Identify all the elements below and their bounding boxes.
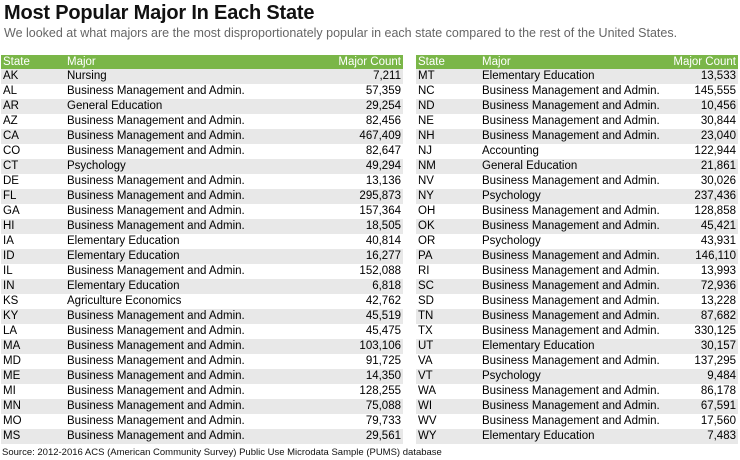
major-cell: Nursing [65,69,305,84]
state-cell: OH [416,204,480,219]
state-cell: OK [416,219,480,234]
major-cell: Psychology [65,159,305,174]
state-cell: IA [1,234,65,249]
state-cell: MS [1,429,65,444]
major-cell: Business Management and Admin. [480,84,664,99]
state-cell: SC [416,279,480,294]
major-cell: Business Management and Admin. [65,144,305,159]
major-cell: Elementary Education [480,429,664,444]
count-cell: 157,364 [305,204,403,219]
table-row [416,189,738,204]
count-cell: 23,040 [664,129,738,144]
major-cell: Business Management and Admin. [480,264,664,279]
major-cell: Business Management and Admin. [480,354,664,369]
count-cell: 9,484 [664,369,738,384]
state-cell: NH [416,129,480,144]
table-row [1,324,403,339]
count-cell: 137,295 [664,354,738,369]
table-row [1,204,403,219]
count-cell: 87,682 [664,309,738,324]
major-cell: Business Management and Admin. [65,429,305,444]
major-cell: Business Management and Admin. [65,369,305,384]
major-cell: Business Management and Admin. [65,324,305,339]
table-row [416,249,738,264]
table-row [416,219,738,234]
state-header: State [416,55,480,69]
table-row [1,249,403,264]
major-cell: Business Management and Admin. [65,219,305,234]
major-cell: Elementary Education [65,234,305,249]
table-row [416,99,738,114]
state-cell: AK [1,69,65,84]
page-subtitle: We looked at what majors are the most disproportionately popular in each state compared to the rest of the United States. [4,26,678,40]
right-table-body [416,69,738,444]
major-cell: Psychology [480,189,664,204]
state-cell: CT [1,159,65,174]
table-row [416,264,738,279]
major-cell: Business Management and Admin. [65,189,305,204]
table-row [1,354,403,369]
state-cell: MO [1,414,65,429]
state-cell: ME [1,369,65,384]
state-cell: AZ [1,114,65,129]
state-cell: UT [416,339,480,354]
major-cell: Psychology [480,369,664,384]
count-cell: 14,350 [305,369,403,384]
table-row [416,159,738,174]
table-row [416,174,738,189]
major-cell: Elementary Education [480,339,664,354]
state-cell: HI [1,219,65,234]
right-table [416,55,738,444]
table-row [1,144,403,159]
major-cell: Business Management and Admin. [65,129,305,144]
count-cell: 67,591 [664,399,738,414]
count-cell: 30,026 [664,174,738,189]
count-cell: 49,294 [305,159,403,174]
table-row [1,264,403,279]
table-row [1,384,403,399]
count-cell: 330,125 [664,324,738,339]
left-table [1,55,403,444]
major-cell: Business Management and Admin. [480,204,664,219]
state-cell: RI [416,264,480,279]
major-cell: Accounting [480,144,664,159]
major-cell: Business Management and Admin. [65,414,305,429]
count-cell: 16,277 [305,249,403,264]
state-cell: MT [416,69,480,84]
count-cell: 82,647 [305,144,403,159]
state-cell: OR [416,234,480,249]
major-cell: Business Management and Admin. [480,99,664,114]
count-cell: 86,178 [664,384,738,399]
major-cell: Business Management and Admin. [480,129,664,144]
table-row [416,414,738,429]
state-cell: GA [1,204,65,219]
count-cell: 103,106 [305,339,403,354]
major-cell: Business Management and Admin. [65,114,305,129]
count-cell: 13,136 [305,174,403,189]
state-cell: MA [1,339,65,354]
major-cell: General Education [480,159,664,174]
count-cell: 82,456 [305,114,403,129]
source-note: Source: 2012-2016 ACS (American Community Survey) Public Use Microdata Sample (PUMS) database [2,447,442,458]
state-cell: WI [416,399,480,414]
count-cell: 45,475 [305,324,403,339]
count-cell: 145,555 [664,84,738,99]
count-cell: 40,814 [305,234,403,249]
state-cell: IL [1,264,65,279]
major-header: Major [65,55,305,69]
state-cell: AL [1,84,65,99]
major-cell: General Education [65,99,305,114]
count-cell: 72,936 [664,279,738,294]
table-header-row [1,55,403,69]
table-row [416,399,738,414]
table-row [416,84,738,99]
major-cell: Elementary Education [480,69,664,84]
table-row [416,429,738,444]
table-row [416,279,738,294]
table-row [1,84,403,99]
count-cell: 45,421 [664,219,738,234]
count-cell: 13,993 [664,264,738,279]
table-row [1,159,403,174]
state-cell: WV [416,414,480,429]
table-row [1,189,403,204]
major-cell: Business Management and Admin. [65,339,305,354]
state-cell: KY [1,309,65,324]
table-row [1,129,403,144]
table-row [1,309,403,324]
count-cell: 30,157 [664,339,738,354]
state-cell: VT [416,369,480,384]
count-cell: 128,255 [305,384,403,399]
count-cell: 122,944 [664,144,738,159]
state-cell: TN [416,309,480,324]
major-cell: Business Management and Admin. [65,309,305,324]
major-cell: Psychology [480,234,664,249]
major-cell: Business Management and Admin. [480,249,664,264]
major-cell: Business Management and Admin. [480,384,664,399]
major-cell: Agriculture Economics [65,294,305,309]
major-cell: Business Management and Admin. [480,309,664,324]
major-cell: Business Management and Admin. [65,384,305,399]
count-cell: 75,088 [305,399,403,414]
count-cell: 146,110 [664,249,738,264]
count-cell: 43,931 [664,234,738,249]
major-cell: Business Management and Admin. [480,324,664,339]
table-row [416,144,738,159]
page-title: Most Popular Major In Each State [4,2,315,24]
major-cell: Business Management and Admin. [480,114,664,129]
state-cell: MN [1,399,65,414]
state-cell: MD [1,354,65,369]
table-row [416,114,738,129]
state-cell: PA [416,249,480,264]
state-cell: VA [416,354,480,369]
left-table-body [1,69,403,444]
count-cell: 7,211 [305,69,403,84]
count-cell: 18,505 [305,219,403,234]
count-cell: 237,436 [664,189,738,204]
table-row [416,324,738,339]
table-row [1,99,403,114]
state-header: State [1,55,65,69]
count-cell: 152,088 [305,264,403,279]
table-row [1,369,403,384]
table-row [1,219,403,234]
table-row [1,399,403,414]
table-row [416,234,738,249]
table-row [416,129,738,144]
major-cell: Business Management and Admin. [65,204,305,219]
table-header-row [416,55,738,69]
state-cell: WY [416,429,480,444]
state-cell: ND [416,99,480,114]
state-cell: NE [416,114,480,129]
count-cell: 79,733 [305,414,403,429]
major-cell: Business Management and Admin. [65,354,305,369]
major-cell: Business Management and Admin. [480,279,664,294]
state-cell: CO [1,144,65,159]
table-row [1,114,403,129]
state-cell: FL [1,189,65,204]
count-cell: 10,456 [664,99,738,114]
major-cell: Business Management and Admin. [65,174,305,189]
state-cell: MI [1,384,65,399]
table-row [416,339,738,354]
major-cell: Business Management and Admin. [480,414,664,429]
count-cell: 29,561 [305,429,403,444]
count-cell: 128,858 [664,204,738,219]
state-cell: ID [1,249,65,264]
table-row [416,69,738,84]
state-cell: NM [416,159,480,174]
state-cell: NY [416,189,480,204]
table-row [416,204,738,219]
count-cell: 57,359 [305,84,403,99]
count-cell: 17,560 [664,414,738,429]
state-cell: DE [1,174,65,189]
count-cell: 29,254 [305,99,403,114]
table-row [416,354,738,369]
state-cell: SD [416,294,480,309]
major-header: Major [480,55,664,69]
table-row [1,429,403,444]
table-row [1,339,403,354]
major-cell: Business Management and Admin. [480,399,664,414]
state-cell: NV [416,174,480,189]
count-header: Major Count [664,55,738,69]
count-cell: 6,818 [305,279,403,294]
state-cell: TX [416,324,480,339]
major-cell: Business Management and Admin. [480,219,664,234]
table-row [416,294,738,309]
state-cell: NC [416,84,480,99]
major-cell: Business Management and Admin. [65,84,305,99]
state-cell: LA [1,324,65,339]
state-cell: KS [1,294,65,309]
count-cell: 467,409 [305,129,403,144]
table-row [1,69,403,84]
major-cell: Business Management and Admin. [480,174,664,189]
count-cell: 7,483 [664,429,738,444]
count-cell: 295,873 [305,189,403,204]
table-row [1,174,403,189]
count-header: Major Count [305,55,403,69]
state-cell: AR [1,99,65,114]
count-cell: 91,725 [305,354,403,369]
count-cell: 13,533 [664,69,738,84]
table-row [1,414,403,429]
major-cell: Elementary Education [65,279,305,294]
count-cell: 21,861 [664,159,738,174]
state-cell: IN [1,279,65,294]
count-cell: 45,519 [305,309,403,324]
count-cell: 13,228 [664,294,738,309]
major-cell: Business Management and Admin. [65,264,305,279]
count-cell: 42,762 [305,294,403,309]
table-row [1,279,403,294]
count-cell: 30,844 [664,114,738,129]
table-row [416,309,738,324]
major-cell: Business Management and Admin. [65,399,305,414]
state-cell: WA [416,384,480,399]
table-row [416,384,738,399]
table-row [1,234,403,249]
major-cell: Business Management and Admin. [480,294,664,309]
state-cell: NJ [416,144,480,159]
table-row [416,369,738,384]
major-cell: Elementary Education [65,249,305,264]
state-cell: CA [1,129,65,144]
table-row [1,294,403,309]
